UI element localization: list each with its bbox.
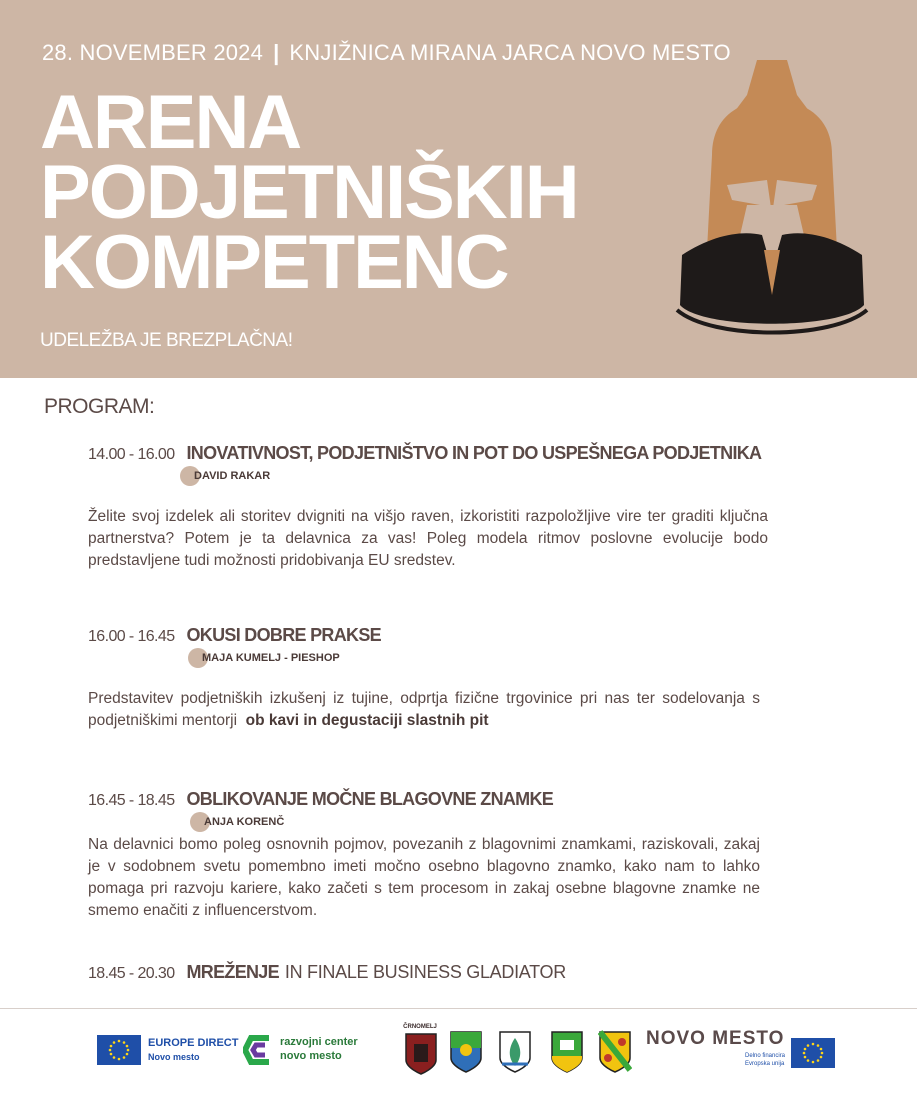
session-time: 18.45 - 20.30 [88, 965, 175, 982]
session-speaker: ANJA KORENČ [204, 812, 760, 832]
event-meta [42, 40, 731, 66]
razvojni-center-icon [243, 1034, 273, 1066]
eu-flag-icon [97, 1035, 141, 1065]
session-title: MREŽENJE [186, 962, 279, 982]
title-line-2: PODJETNIŠKIH [40, 150, 578, 235]
meta-separator: | [273, 40, 280, 65]
session-speaker: DAVID RAKAR [194, 466, 768, 486]
europe-direct-logo: EUROPE DIRECT Novo mesto [148, 1037, 239, 1062]
session-header [88, 789, 760, 810]
eu-funding-text: Delno financira Evropska unija [745, 1053, 786, 1067]
session-description-highlight: ob kavi in degustaciji slastnih pit [245, 712, 489, 729]
spartan-helmet-icon [672, 55, 872, 355]
program-heading: PROGRAM: [44, 395, 155, 418]
title-line-1: ARENA [40, 80, 301, 165]
crest-2-icon [449, 1030, 483, 1074]
session-description: Predstavitev podjetniških izkušenj iz tujine, odprtja fizične trgovinice pri nas ter sodelovanja s podjetniškimi mentorji ob kavi in degustaciji slastnih pit [88, 690, 760, 729]
crest-3-icon [498, 1030, 532, 1074]
razvojni-center-logo: razvojni center novo mesto [280, 1036, 358, 1062]
session-time: 16.45 - 18.45 [88, 792, 175, 809]
session-description: Želite svoj izdelek ali storitev dvigniti na višjo raven, izkoristiti razpoložljive vire ter graditi ključna partnerstva? Potem je ta delavnica za vas! Poleg modela ritmov poslovne evolucije bodo predstavljene tudi možnosti pridobivanja EU sredstev. [88, 508, 768, 569]
session-time: 16.00 - 16.45 [88, 628, 175, 645]
session-title: INOVATIVNOST, PODJETNIŠTVO IN POT DO USPEŠNEGA PODJETNIKA [186, 443, 762, 463]
session-time: 14.00 - 16.00 [88, 446, 175, 463]
crnomelj-crest-icon [404, 1032, 438, 1076]
session-header [88, 443, 768, 464]
footer-divider [0, 1008, 917, 1009]
hero-banner [0, 0, 917, 378]
crnomelj-label: ČRNOMELJ [403, 1024, 437, 1030]
session-header [88, 962, 768, 983]
eu-flag-icon [791, 1038, 835, 1068]
free-entry-note: UDELEŽBA JE BREZPLAČNA! [40, 330, 293, 351]
session-4 [88, 962, 768, 983]
session-description: Na delavnici bomo poleg osnovnih pojmov, povezanih z blagovnimi znamkami, raziskovali, zakaj je v sodobnem svetu pomembno imeti močno osebno blagovno znamko, kako nam to lahko pomaga pri razvoju kariere, kako začeti s tem procesom in zakaj osebne blagovne znamke ne smemo enačiti z influencerstvom. [88, 836, 760, 919]
session-header [88, 625, 760, 646]
event-venue: KNJIŽNICA MIRANA JARCA NOVO MESTO [289, 40, 731, 65]
session-1 [88, 443, 768, 572]
crest-4-icon [550, 1030, 584, 1074]
session-2 [88, 625, 760, 732]
novo-mesto-logo: NOVO MESTO [646, 1028, 785, 1049]
session-title: OBLIKOVANJE MOČNE BLAGOVNE ZNAMKE [186, 789, 554, 809]
event-date: 28. NOVEMBER 2024 [42, 40, 264, 65]
session-title: OKUSI DOBRE PRAKSE [186, 625, 381, 645]
session-speaker: MAJA KUMELJ - PIESHOP [202, 648, 760, 668]
crest-5-icon [598, 1030, 632, 1074]
session-3 [88, 789, 760, 922]
footer-logos [0, 1020, 917, 1090]
title-line-3: KOMPETENC [40, 220, 508, 305]
event-title [40, 80, 578, 305]
session-subtitle: IN FINALE BUSINESS GLADIATOR [284, 962, 566, 982]
